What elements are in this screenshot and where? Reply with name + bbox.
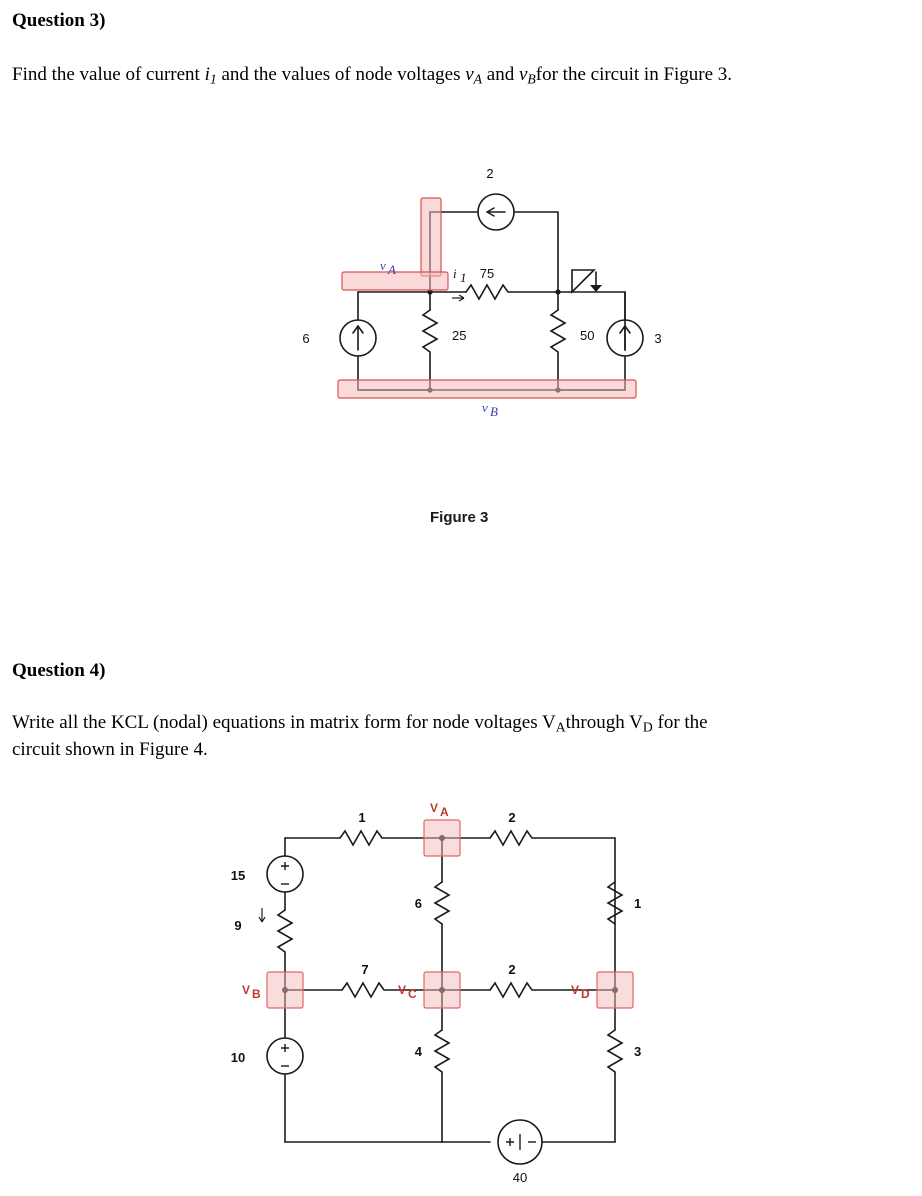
figure3-r25-label: 25 [452, 328, 467, 343]
figure-4-circuit [190, 790, 750, 1185]
q3-current-symbol: i [204, 64, 210, 85]
figure3-vb-label: v [482, 400, 488, 415]
highlight-node-va [424, 820, 460, 856]
question-3-prompt [12, 62, 912, 89]
highlight-node-vc [424, 972, 460, 1008]
q4-text-part2: through V [565, 712, 643, 733]
question-3-title: Question 3) [12, 10, 106, 31]
q4-sub-d: D [642, 719, 653, 735]
figure4-r1-right-label: 1 [634, 896, 642, 911]
q3-text-part4: for the circuit in Figure 3. [535, 64, 733, 85]
figure4-vc-label: V [398, 983, 407, 997]
q4-text-part3: for the [652, 712, 708, 733]
figure4-r4-label: 4 [414, 1044, 422, 1059]
figure4-vb-subscript: B [252, 987, 261, 1001]
highlight-node-b [338, 380, 636, 398]
highlight-node-vb [267, 972, 303, 1008]
q3-va-subscript: A [473, 71, 483, 87]
figure4-va-label: V [430, 801, 439, 815]
highlight-node-vd [597, 972, 633, 1008]
figure4-src15-label: 15 [230, 868, 246, 883]
figure4-vb-label: V [242, 983, 251, 997]
figure4-r2-mid-label: 2 [508, 962, 516, 977]
figure4-src10-label: 10 [230, 1050, 246, 1065]
q4-sub-a: A [555, 719, 566, 735]
q3-current-subscript: 1 [209, 71, 217, 87]
figure4-r7-label: 7 [361, 962, 369, 977]
figure3-r50-label: 50 [580, 328, 595, 343]
figure3-source-2-label: 2 [486, 166, 494, 181]
figure4-vd-label: V [571, 983, 580, 997]
figure3-r75-label: 75 [479, 266, 495, 281]
figure4-r9-label: 9 [234, 918, 242, 933]
q3-vb-subscript: B [527, 71, 536, 87]
figure3-source-6-label: 6 [302, 331, 310, 346]
q3-text-part1: Find the value of current [12, 64, 205, 85]
figure4-r1-top-label: 1 [358, 810, 366, 825]
figure3-source-3-label: 3 [654, 331, 662, 346]
figure3-va-subscript: A [388, 262, 396, 277]
figure4-vc-subscript: C [408, 987, 417, 1001]
q3-va-symbol: v [465, 64, 474, 85]
question-4-title: Question 4) [12, 660, 106, 681]
q4-text-part1: Write all the KCL (nodal) equations in matrix form for node voltages V [12, 712, 556, 733]
figure4-vd-subscript: D [581, 987, 590, 1001]
q4-text-part4: circuit shown in Figure 4. [12, 738, 208, 760]
figure4-src40-label: 40 [512, 1170, 528, 1185]
figure-3-circuit [280, 160, 680, 419]
q3-text-part3: and [482, 64, 519, 85]
figure-3-caption: Figure 3 [430, 509, 489, 526]
figure3-vb-subscript: B [490, 404, 498, 419]
figure3-i1-label: i [453, 266, 457, 281]
figure3-va-label: v [380, 258, 386, 273]
figure4-r3-label: 3 [634, 1044, 642, 1059]
q3-vb-symbol: v [518, 64, 528, 85]
figure4-r6-label: 6 [414, 896, 422, 911]
figure4-r2-top-label: 2 [508, 810, 516, 825]
figure3-i1-subscript: 1 [460, 270, 467, 285]
q3-text-part2: and the values of node voltages [216, 64, 466, 85]
question-4-prompt [12, 710, 892, 763]
figure4-va-subscript: A [440, 805, 449, 819]
